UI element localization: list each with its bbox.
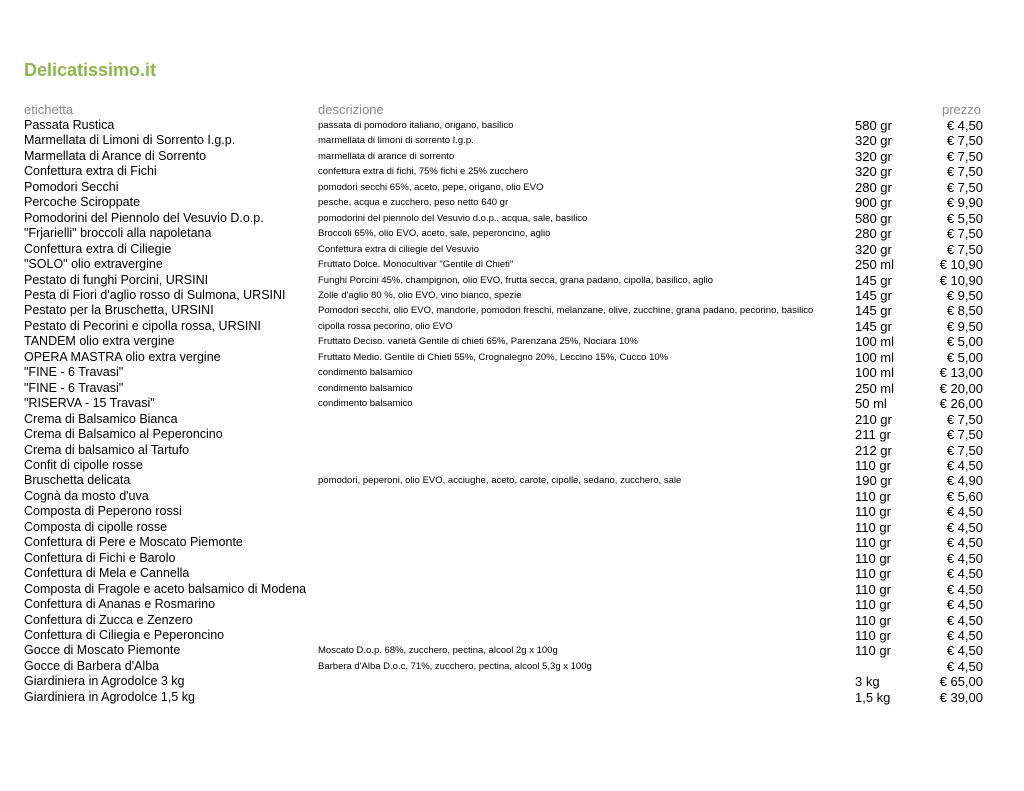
product-description [317, 427, 854, 442]
product-price: € 7,50 [946, 133, 983, 149]
product-label: Composta di Peperono rossi [24, 504, 182, 519]
product-quantity: 320 gr [855, 148, 892, 164]
column-header-price: prezzo [941, 102, 981, 117]
product-description: Fruttato Dolce. Monocultivar "Gentile di Chieti" [318, 259, 514, 271]
product-label: OPERA MASTRA olio extra vergine [24, 349, 221, 364]
product-price: € 10,90 [939, 272, 983, 288]
product-description [317, 504, 854, 519]
product-label: Marmellata di Arance di Sorrento [24, 148, 207, 163]
product-description: Zolle d'aglio 80 %, olio EVO, vino bianco, spezie [318, 289, 522, 301]
table-row [23, 149, 983, 164]
product-label: Composta di Fragole e aceto balsamico di Modena [24, 581, 307, 596]
product-quantity: 100 ml [855, 365, 895, 381]
product-quantity: 3 kg [855, 674, 880, 690]
product-description [317, 489, 854, 504]
product-price: € 7,50 [946, 411, 983, 427]
product-quantity: 110 gr [855, 643, 891, 659]
product-label: "FINE - 6 Travasi" [24, 380, 124, 395]
table-row [23, 226, 983, 241]
product-description [317, 535, 854, 550]
product-description: condimento balsamico [318, 398, 413, 410]
product-description [317, 582, 854, 597]
product-quantity: 190 gr [855, 473, 892, 489]
product-quantity: 110 gr [855, 535, 891, 551]
site-title: Delicatissimo.it [24, 60, 157, 80]
product-price: € 39,00 [939, 689, 983, 705]
product-price: € 7,50 [946, 427, 983, 443]
table-body [23, 118, 983, 705]
table-row [23, 257, 983, 272]
product-description: Barbera d'Alba D.o.c. 71%, zucchero, pectina, alcool 5,3g x 100g [318, 660, 592, 672]
product-label: Passata Rustica [24, 118, 115, 132]
product-price: € 5,50 [946, 210, 983, 226]
product-quantity: 100 ml [855, 334, 895, 350]
product-quantity: 1,5 kg [855, 689, 891, 705]
product-quantity: 320 gr [855, 241, 892, 257]
table-row [23, 118, 983, 133]
product-description [317, 613, 854, 628]
product-label: Crema di Balsamico Bianca [24, 411, 178, 426]
product-price: € 4,50 [946, 118, 983, 133]
product-quantity: 580 gr [855, 210, 892, 226]
product-label: Giardiniera in Agrodolce 1,5 kg [24, 689, 195, 704]
product-quantity: 145 gr [855, 272, 892, 288]
product-price: € 4,50 [946, 550, 983, 566]
product-description: condimento balsamico [318, 382, 413, 394]
product-label: Pestato di funghi Porcini, URSINI [24, 272, 209, 287]
product-price: € 65,00 [939, 674, 983, 690]
table-row [23, 690, 983, 705]
product-price: € 4,50 [946, 597, 983, 613]
table-row [23, 674, 983, 689]
product-price: € 4,50 [946, 643, 983, 659]
table-row [23, 365, 983, 380]
product-label: Confettura di Ciliegia e Peperoncino [24, 627, 225, 642]
product-label: Crema di balsamico al Tartufo [24, 442, 190, 457]
product-quantity: 110 gr [855, 504, 891, 520]
table-row [23, 551, 983, 566]
product-quantity [854, 659, 924, 674]
product-quantity: 50 ml [855, 396, 887, 412]
product-description: Broccoli 65%, olio EVO, aceto, sale, peperoncino, aglio [318, 228, 551, 240]
product-quantity: 145 gr [855, 303, 892, 319]
column-header-description: descrizione [318, 102, 384, 117]
product-price: € 4,50 [946, 504, 983, 520]
product-table [23, 101, 983, 705]
product-description: Confettura extra di ciliegie del Vesuvio [318, 243, 480, 255]
product-description: cipolla rossa pecorino, olio EVO [318, 320, 453, 332]
product-price: € 4,50 [946, 581, 983, 597]
table-row [23, 427, 983, 442]
product-price: € 13,00 [939, 365, 983, 381]
product-quantity: 210 gr [855, 411, 892, 427]
table-row [23, 504, 983, 519]
table-row [23, 458, 983, 473]
product-label: Confettura di Fichi e Barolo [24, 550, 176, 565]
table-row [23, 195, 983, 210]
table-row [23, 412, 983, 427]
product-description [317, 520, 854, 535]
product-quantity: 580 gr [855, 118, 892, 133]
product-label: Confettura di Mela e Cannella [24, 566, 190, 581]
product-quantity: 110 gr [855, 566, 891, 582]
table-row [23, 180, 983, 195]
product-description: Fruttato Deciso. varietà Gentile di chieti 65%, Parenzana 25%, Nociara 10% [318, 336, 638, 348]
product-quantity: 100 ml [855, 349, 895, 365]
product-description [317, 628, 854, 643]
product-price: € 4,50 [946, 658, 983, 674]
product-label: Pesta di Fiori d'aglio rosso di Sulmona, URSINI [24, 287, 286, 302]
product-description: marmellata di limoni di sorrento I.g.p. [318, 135, 474, 147]
product-quantity: 110 gr [855, 627, 891, 643]
product-price: € 4,50 [946, 612, 983, 628]
product-price: € 4,50 [946, 627, 983, 643]
product-description: Pomodori secchi, olio EVO, mandorle, pomodori freschi, melanzane, olive, zucchine, grana padano, pecorino, basilico [318, 305, 814, 317]
product-label: Confettura di Pere e Moscato Piemonte [24, 535, 243, 550]
product-description: passata di pomodoro italiano, origano, basilico [318, 120, 514, 131]
product-label: "Frjarielli" broccoli alla napoletana [24, 226, 212, 241]
product-price: € 26,00 [939, 396, 983, 412]
product-price: € 4,50 [946, 457, 983, 473]
product-quantity: 110 gr [855, 581, 891, 597]
product-description: condimento balsamico [318, 367, 413, 379]
product-label: Gocce di Barbera d'Alba [24, 658, 160, 673]
header-row [23, 101, 983, 118]
product-label: Marmellata di Limoni di Sorrento I.g.p. [24, 133, 236, 148]
product-description: Fruttato Medio. Gentile di Chieti 55%, Crognalegno 20%, Leccino 15%, Cucco 10% [318, 351, 669, 363]
product-label: Pestato di Pecorini e cipolla rossa, URSINI [24, 318, 261, 333]
product-quantity: 250 ml [855, 380, 895, 396]
product-quantity: 110 gr [855, 519, 891, 535]
product-price: € 9,50 [946, 318, 983, 334]
product-label: Composta di cipolle rosse [24, 519, 168, 534]
table-row [23, 597, 983, 612]
product-description: pomodori secchi 65%, aceto, pepe, origano, olio EVO [318, 181, 544, 193]
product-description [317, 674, 854, 689]
product-label: TANDEM olio extra vergine [24, 334, 175, 349]
product-description [317, 566, 854, 581]
product-label: Confit di cipolle rosse [24, 457, 143, 472]
product-price: € 7,50 [946, 164, 983, 180]
product-description: confettura extra di fichi, 75% fichi e 25% zucchero [318, 166, 529, 178]
table-row [23, 396, 983, 411]
product-label: Confettura di Zucca e Zenzero [24, 612, 193, 627]
table-row [23, 242, 983, 257]
table-row [23, 613, 983, 628]
product-description [317, 551, 854, 566]
product-label: Pestato per la Bruschetta, URSINI [24, 303, 214, 318]
product-quantity: 110 gr [855, 488, 891, 504]
product-label: Confettura extra di Fichi [24, 164, 157, 179]
product-description: pomodori, peperoni, olio EVO, acciughe, aceto, carote, cipolle, sedano, zucchero, sale [318, 475, 682, 487]
product-price: € 4,90 [946, 473, 983, 489]
product-label: Gocce di Moscato Piemonte [24, 643, 181, 658]
product-price: € 7,50 [946, 442, 983, 458]
column-header-quantity [854, 101, 924, 118]
product-quantity: 320 gr [855, 164, 892, 180]
product-description [317, 412, 854, 427]
product-label: Crema di Balsamico al Peperoncino [24, 427, 223, 442]
product-quantity: 145 gr [855, 318, 892, 334]
product-price: € 10,90 [939, 257, 983, 273]
product-price: € 9,50 [946, 287, 983, 303]
table-row [23, 443, 983, 458]
table-row [23, 381, 983, 396]
product-price: € 7,50 [946, 179, 983, 195]
table-row [23, 334, 983, 349]
product-price: € 5,60 [946, 488, 983, 504]
product-description [317, 443, 854, 458]
table-row [23, 643, 983, 658]
table-row [23, 133, 983, 148]
product-price: € 4,50 [946, 566, 983, 582]
table-row [23, 520, 983, 535]
table-row [23, 350, 983, 365]
product-price: € 7,50 [946, 226, 983, 242]
table-row [23, 319, 983, 334]
product-description: Moscato D.o.p. 68%, zucchero, pectina, alcool 2g x 100g [318, 645, 558, 657]
product-quantity: 250 ml [855, 257, 895, 273]
product-quantity: 320 gr [855, 133, 892, 149]
product-price: € 8,50 [946, 303, 983, 319]
product-label: Pomodori Secchi [24, 179, 119, 194]
product-label: Confettura extra di Ciliegie [24, 241, 172, 256]
table-row [23, 628, 983, 643]
product-description: Funghi Porcini 45%, champignon, olio EVO, frutta secca, grana padano, cipolla, basilico, aglio [318, 274, 714, 286]
product-label: Pomodorini del Piennolo del Vesuvio D.o.p. [24, 210, 264, 225]
table-row [23, 535, 983, 550]
product-description: marmellata di arance di sorrento [318, 150, 455, 162]
table-row [23, 489, 983, 504]
table-row [23, 303, 983, 318]
product-label: Bruschetta delicata [24, 473, 131, 488]
table-row [23, 473, 983, 488]
product-quantity: 110 gr [855, 597, 891, 613]
product-description: pomodorini del piennolo del Vesuvio d.o.p., acqua, sale, basilico [318, 212, 588, 224]
product-description: pesche, acqua e zucchero, peso netto 640 gr [318, 197, 509, 209]
product-quantity: 212 gr [855, 442, 892, 458]
product-label: Percoche Sciroppate [24, 195, 141, 210]
product-quantity: 280 gr [855, 226, 892, 242]
table-row [23, 566, 983, 581]
product-quantity: 211 gr [855, 427, 891, 443]
product-description [317, 690, 854, 705]
product-price: € 7,50 [946, 148, 983, 164]
product-quantity: 110 gr [855, 612, 891, 628]
product-description [317, 458, 854, 473]
table-row [23, 659, 983, 674]
product-label: Confettura di Ananas e Rosmarino [24, 597, 216, 612]
product-quantity: 145 gr [855, 287, 892, 303]
product-price: € 9,90 [946, 195, 983, 211]
table-row [23, 288, 983, 303]
table-header [23, 101, 983, 118]
product-price: € 7,50 [946, 241, 983, 257]
product-quantity: 900 gr [855, 195, 892, 211]
product-price: € 5,00 [946, 349, 983, 365]
product-label: "SOLO" olio extravergine [24, 257, 163, 272]
product-label: Cognà da mosto d'uva [24, 488, 149, 503]
product-quantity: 280 gr [855, 179, 892, 195]
product-label: "RISERVA - 15 Travasi" [24, 396, 155, 411]
product-price: € 4,50 [946, 519, 983, 535]
product-quantity: 110 gr [855, 550, 891, 566]
product-description [317, 597, 854, 612]
product-price: € 4,50 [946, 535, 983, 551]
product-price: € 5,00 [946, 334, 983, 350]
product-label: Giardiniera in Agrodolce 3 kg [24, 674, 185, 689]
table-row [23, 273, 983, 288]
product-label: "FINE - 6 Travasi" [24, 365, 124, 380]
table-row [23, 164, 983, 179]
table-row [23, 211, 983, 226]
table-row [23, 582, 983, 597]
product-quantity: 110 gr [855, 457, 891, 473]
column-header-label: etichetta [24, 102, 74, 117]
product-price: € 20,00 [939, 380, 983, 396]
